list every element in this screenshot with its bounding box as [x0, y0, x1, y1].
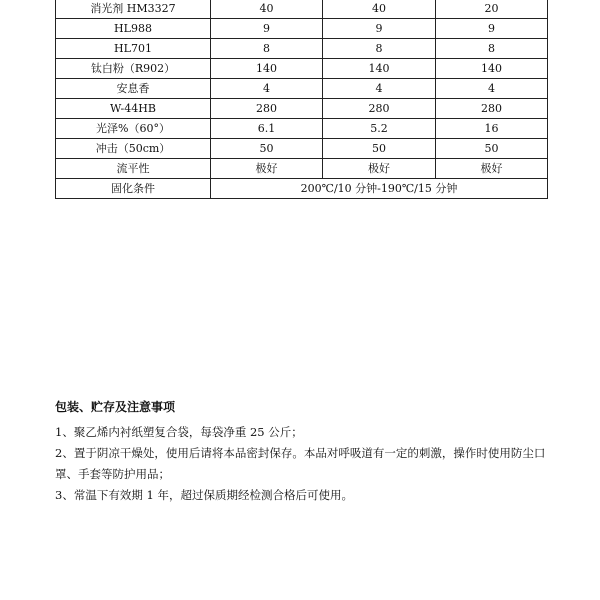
- row-label: 流平性: [56, 159, 211, 179]
- cell-value: 极好: [323, 159, 436, 179]
- cell-value: 140: [211, 59, 323, 79]
- cell-value: 140: [323, 59, 436, 79]
- cell-value: 9: [211, 19, 323, 39]
- cell-value: 4: [323, 79, 436, 99]
- table-row: [56, 39, 548, 59]
- table-row: [56, 139, 548, 159]
- table-row: [56, 159, 548, 179]
- section-title: 包装、贮存及注意事项: [55, 400, 176, 414]
- item-text: 聚乙烯内衬纸塑复合袋，每袋净重 25 公斤；: [73, 425, 303, 439]
- row-label: W-44HB: [56, 99, 211, 119]
- cell-value: 40: [211, 0, 323, 19]
- cell-value: 8: [436, 39, 548, 59]
- table-row: [56, 119, 548, 139]
- table-row: [56, 99, 548, 119]
- cell-value: 4: [211, 79, 323, 99]
- cell-value: 50: [436, 139, 548, 159]
- cell-value: 50: [211, 139, 323, 159]
- item-text: 置于阴凉干燥处，使用后请将本品密封保存。本品对呼吸道有一定的刺激，操作时使用防尘口罩、手套等防护用品；: [55, 446, 546, 481]
- cell-value: 280: [323, 99, 436, 119]
- item-text: 常温下有效期 1 年，超过保质期经检测合格后可使用。: [73, 488, 353, 502]
- row-label: HL988: [56, 19, 211, 39]
- row-label: 钛白粉（R902）: [56, 59, 211, 79]
- table-row: [56, 79, 548, 99]
- cell-value: 极好: [436, 159, 548, 179]
- row-label: 消光剂 HM3327: [56, 0, 211, 19]
- cell-value: 140: [436, 59, 548, 79]
- notes-list: [55, 422, 555, 506]
- cell-value: 20: [436, 0, 548, 19]
- row-label: 光泽%（60°）: [56, 119, 211, 139]
- row-label: 冲击（50cm）: [56, 139, 211, 159]
- cell-value: 9: [323, 19, 436, 39]
- cell-value: 16: [436, 119, 548, 139]
- cell-value: 4: [436, 79, 548, 99]
- cell-value: 40: [323, 0, 436, 19]
- cell-value: 6.1: [211, 119, 323, 139]
- cell-value: 5.2: [323, 119, 436, 139]
- cell-value: 50: [323, 139, 436, 159]
- cell-value: 9: [436, 19, 548, 39]
- cell-value: 280: [211, 99, 323, 119]
- list-item: [55, 422, 555, 443]
- item-number: 3、: [55, 488, 74, 502]
- curing-label: 固化条件: [56, 179, 211, 199]
- cell-value: 8: [323, 39, 436, 59]
- cell-value: 280: [436, 99, 548, 119]
- table-row-curing: [56, 179, 548, 199]
- list-item: [55, 485, 555, 506]
- cell-value: 极好: [211, 159, 323, 179]
- curing-value: 200℃/10 分钟-190℃/15 分钟: [211, 179, 548, 199]
- formulation-table: [55, 0, 548, 199]
- item-number: 1、: [55, 425, 74, 439]
- item-number: 2、: [55, 446, 74, 460]
- row-label: 安息香: [56, 79, 211, 99]
- row-label: HL701: [56, 39, 211, 59]
- cell-value: 8: [211, 39, 323, 59]
- table-row: [56, 59, 548, 79]
- table-row: [56, 19, 548, 39]
- table-row: [56, 0, 548, 19]
- list-item: [55, 443, 555, 485]
